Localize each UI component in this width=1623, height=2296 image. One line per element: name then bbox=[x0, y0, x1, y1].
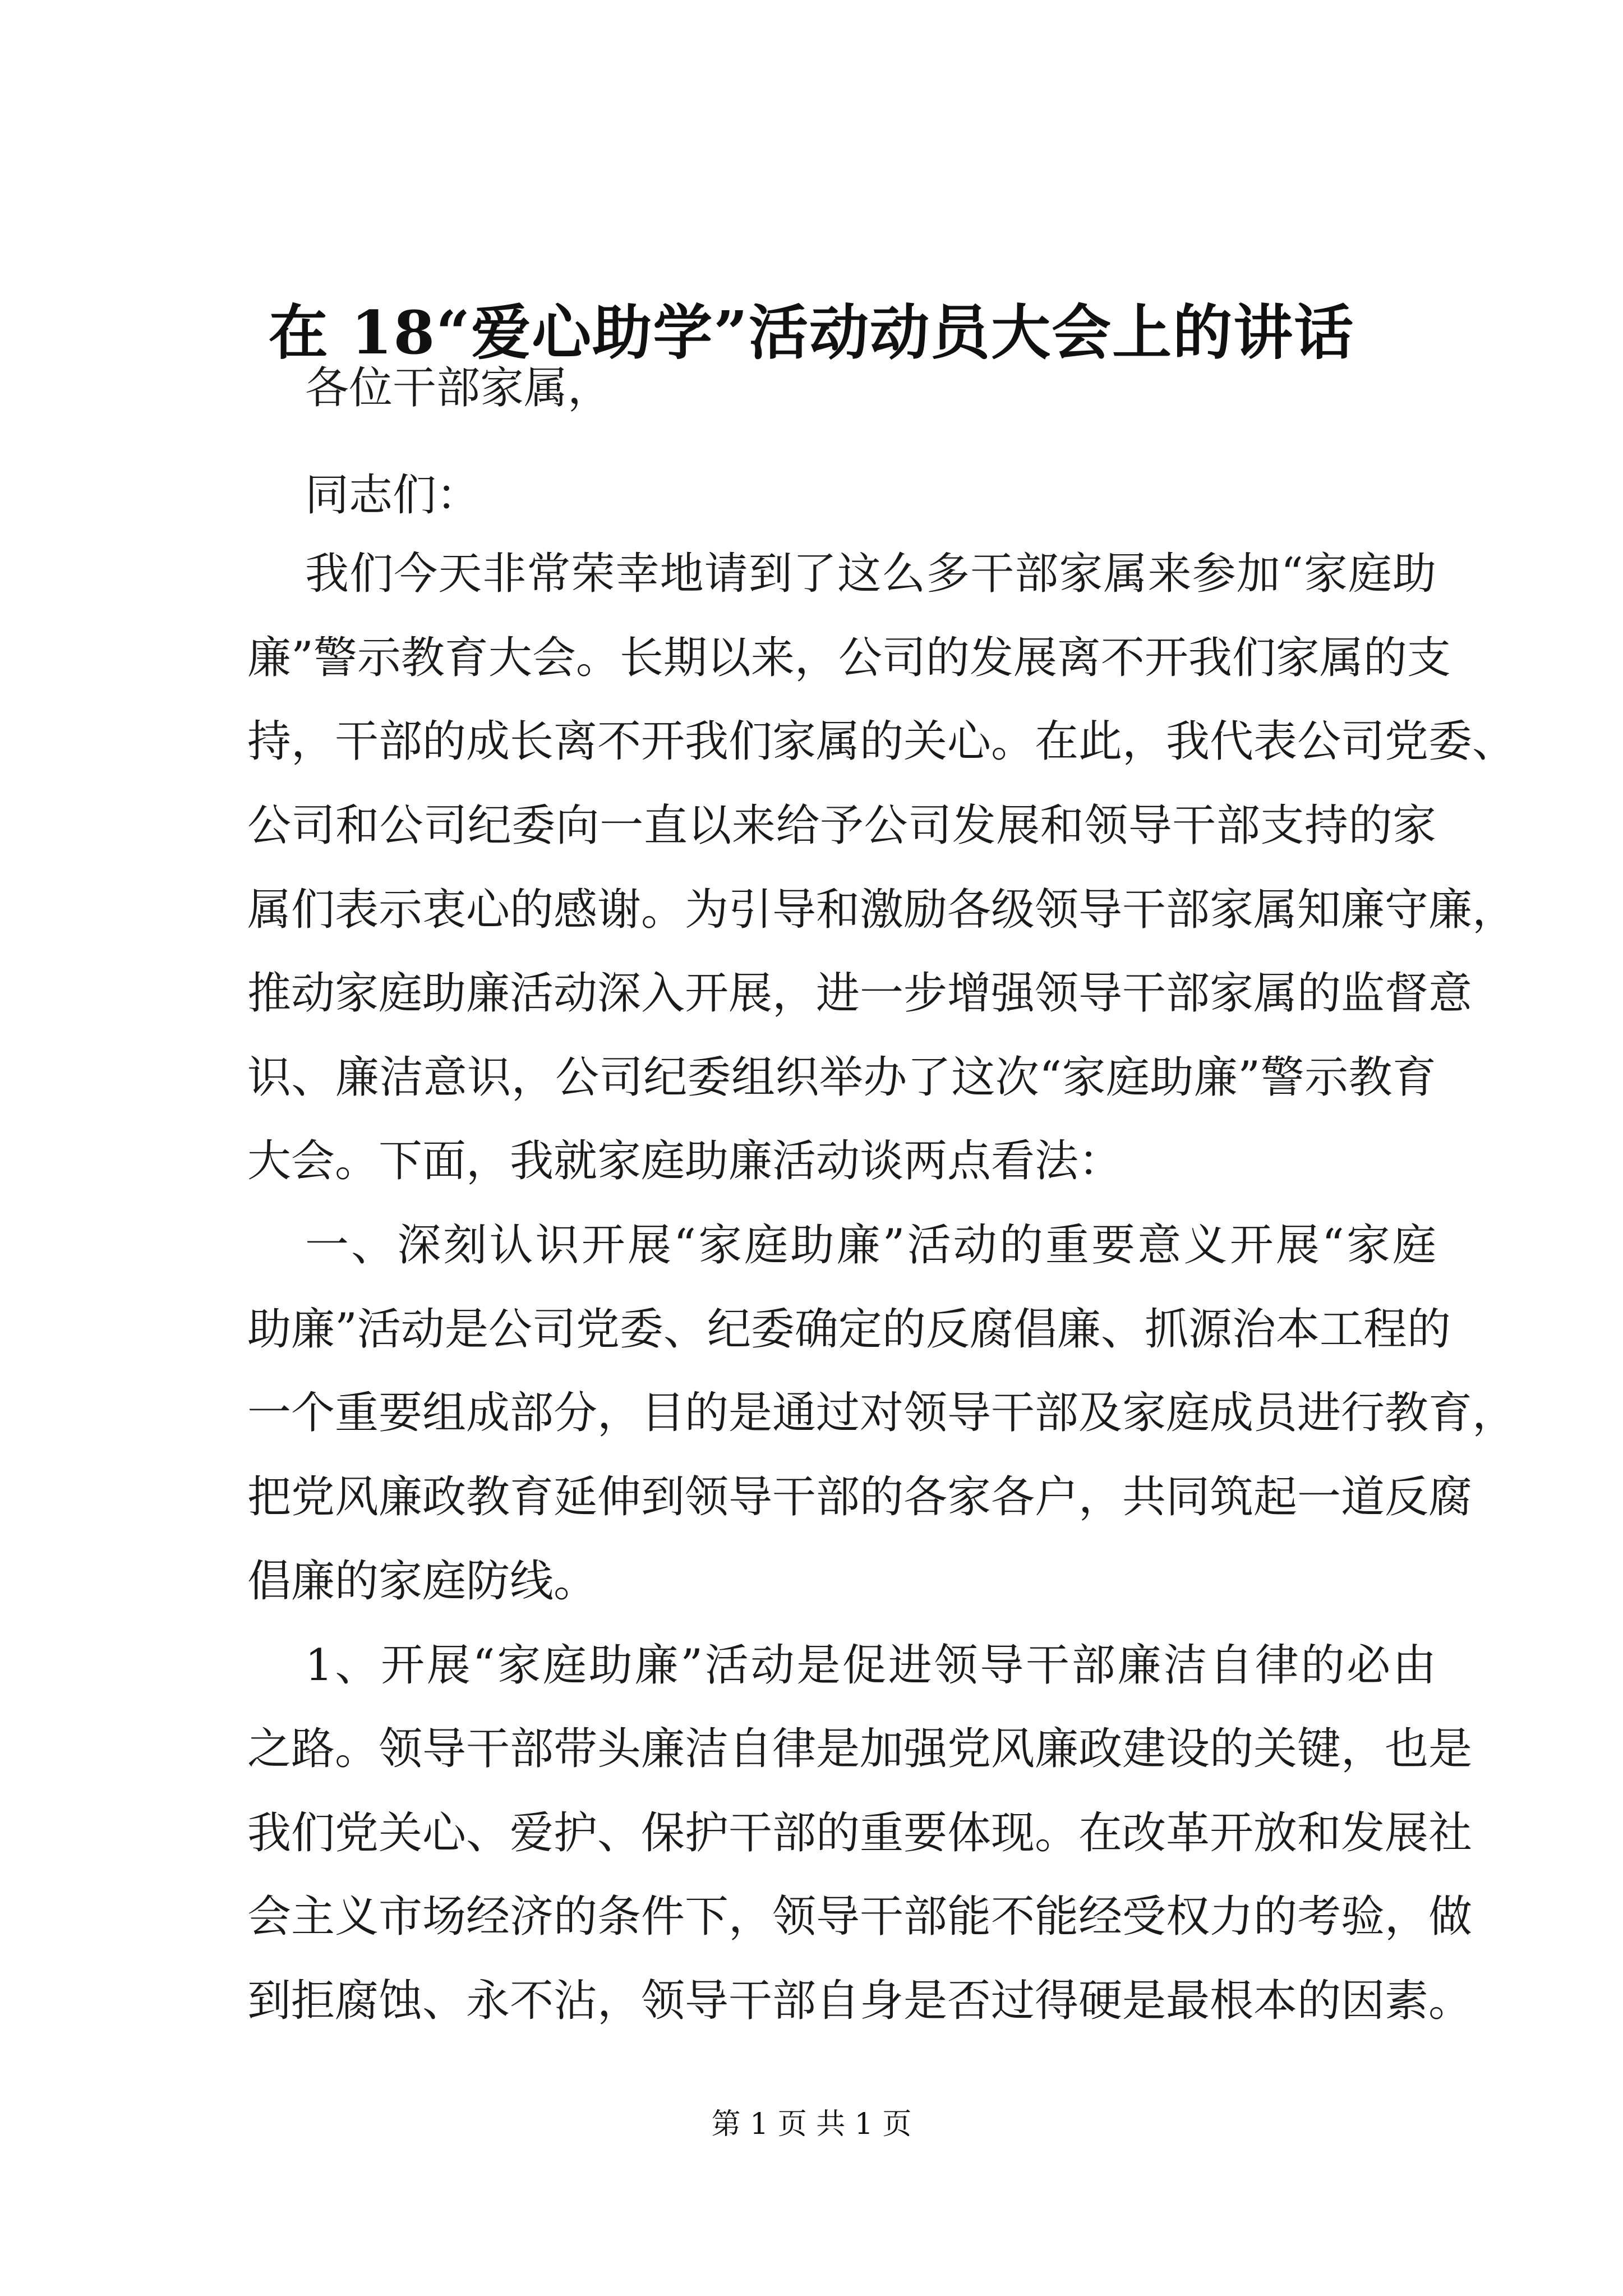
paragraph-line: 属们表示衷心的感谢。为引导和激励各级领导干部家属知廉守廉， bbox=[247, 885, 1516, 935]
document-title: 在 18“爱心助学”活动动员大会上的讲话 bbox=[268, 297, 1355, 367]
paragraph-line: 我们今天非常荣幸地请到了这么多干部家属来参加“家庭助 bbox=[305, 549, 1436, 599]
paragraph-line: 大会。下面，我就家庭助廉活动谈两点看法： bbox=[247, 1136, 1123, 1186]
salutation-line: 各位干部家属， bbox=[305, 363, 612, 413]
paragraph-line: 一个重要组成部分，目的是通过对领导干部及家庭成员进行教育， bbox=[247, 1388, 1516, 1438]
paragraph-line: 我们党关心、爱护、保护干部的重要体现。在改革开放和发展社 bbox=[247, 1808, 1473, 1858]
paragraph-line: 一、深刻认识开展“家庭助廉”活动的重要意义开展“家庭 bbox=[305, 1220, 1436, 1271]
paragraph-line: 1、开展“家庭助廉”活动是促进领导干部廉洁自律的必由 bbox=[305, 1640, 1436, 1691]
paragraph-line: 持，干部的成长离不开我们家属的关心。在此，我代表公司党委、 bbox=[247, 716, 1516, 767]
paragraph-line: 助廉”活动是公司党委、纪委确定的反腐倡廉、抓源治本工程的 bbox=[247, 1304, 1451, 1355]
paragraph-line: 倡廉的家庭防线。 bbox=[247, 1556, 598, 1607]
paragraph-line: 廉”警示教育大会。长期以来，公司的发展离不开我们家属的支 bbox=[247, 633, 1451, 683]
page-number-footer: 第 1 页 共 1 页 bbox=[711, 2108, 912, 2141]
paragraph-line: 公司和公司纪委向一直以来给予公司发展和领导干部支持的家 bbox=[247, 800, 1436, 851]
salutation-line: 同志们： bbox=[305, 470, 481, 521]
paragraph-line: 推动家庭助廉活动深入开展，进一步增强领导干部家属的监督意 bbox=[247, 968, 1473, 1019]
paragraph-line: 会主义市场经济的条件下，领导干部能不能经受权力的考验，做 bbox=[247, 1892, 1473, 1942]
paragraph-line: 之路。领导干部带头廉洁自律是加强党风廉政建设的关键，也是 bbox=[247, 1724, 1473, 1774]
paragraph-line: 到拒腐蚀、永不沾，领导干部自身是否过得硬是最根本的因素。 bbox=[247, 1976, 1473, 2026]
paragraph-line: 识、廉洁意识，公司纪委组织举办了这次“家庭助廉”警示教育 bbox=[247, 1052, 1436, 1103]
paragraph-line: 把党风廉政教育延伸到领导干部的各家各户，共同筑起一道反腐 bbox=[247, 1472, 1473, 1522]
